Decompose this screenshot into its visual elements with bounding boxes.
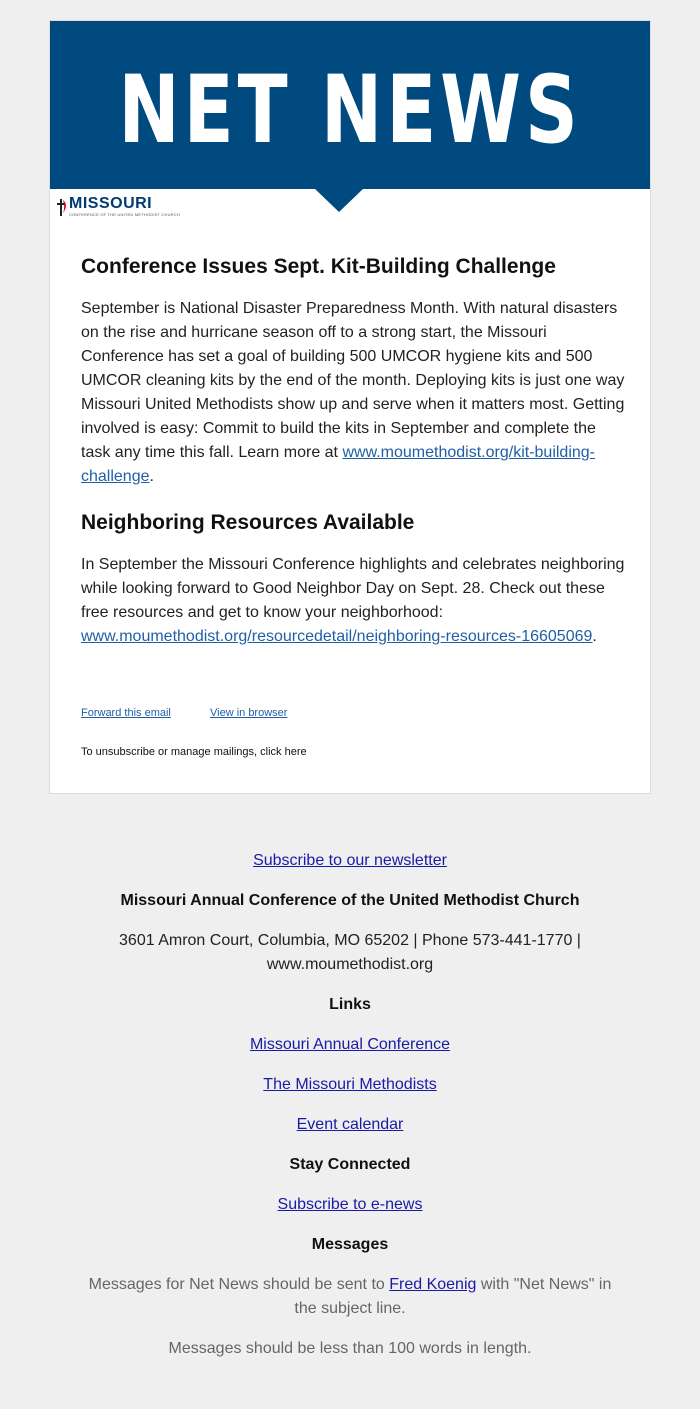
cross-flame-icon [56, 197, 68, 217]
footer-messages-length-note: Messages should be less than 100 words in length. [168, 1340, 532, 1357]
footer-website: www.moumethodist.org [266, 956, 434, 973]
footer-messages-text: Messages for Net News should be sent to Fred Koenig with "Net News" in [88, 1276, 612, 1293]
logo-wordmark: MISSOURI [69, 195, 153, 212]
footer-link-row-enews [50, 1193, 650, 1217]
event-calendar-link[interactable]: Event calendar [296, 1116, 404, 1133]
neighboring-resources-link[interactable]: www.moumethodist.org/resourcedetail/neighboring-resources-16605069 [81, 628, 593, 645]
footer-link-row-conference [50, 1033, 650, 1057]
footer-links-heading: Links [329, 996, 371, 1013]
footer-org-name: Missouri Annual Conference of the United Methodist Church [120, 892, 580, 909]
footer-messages-text-line2: the subject line. [294, 1300, 406, 1317]
missouri-methodists-link[interactable]: The Missouri Methodists [263, 1076, 437, 1093]
fred-koenig-contact-link[interactable]: Fred Koenig [389, 1276, 477, 1293]
header-banner [50, 21, 650, 189]
article-body-neighboring: In September the Missouri Conference highlights and celebrates neighboring while looking forward to Good Neighbor Day on Sept. 28. Check out these free resources and get to know your neighborhood: www.moumethodist.org/resourcedetail/neighboring-resources-16605069. [81, 556, 625, 645]
footer-link-row-methodists [50, 1073, 650, 1097]
article-title-neighboring: Neighboring Resources Available [81, 511, 415, 534]
article-title-kit-challenge: Conference Issues Sept. Kit-Building Challenge [81, 255, 556, 278]
footer-subscribe-row [50, 849, 650, 873]
logo-subtitle: CONFERENCE OF THE UNITED METHODIST CHURCH [69, 212, 180, 217]
view-in-browser-link[interactable]: View in browser [210, 707, 288, 719]
missouri-conference-logo [56, 195, 180, 219]
footer-messages-heading: Messages [311, 1236, 389, 1253]
subscribe-enews-link[interactable]: Subscribe to e-news [277, 1196, 423, 1213]
footer-stay-connected-heading: Stay Connected [289, 1156, 411, 1173]
banner-notch [314, 188, 364, 212]
newsletter-card [49, 20, 651, 794]
subscribe-newsletter-link[interactable]: Subscribe to our newsletter [253, 852, 447, 869]
article-body-kit-challenge: September is National Disaster Preparedness Month. With natural disasters on the rise and hurricane season off to a strong start, the Missouri Conference has set a goal of building 500 UMCOR hygiene kits and 500 UMCOR cleaning kits by the end of the month. Deploying kits is just one way Missouri United Methodists show up and serve when it matters most. Getting involved is easy: Commit to build the kits in September and complete the task any time this fall. Learn more at www.moumethodist.org/kit-building-challenge. [81, 300, 625, 485]
missouri-annual-conference-link[interactable]: Missouri Annual Conference [249, 1036, 451, 1053]
forward-email-link[interactable]: Forward this email [81, 707, 171, 719]
unsubscribe-link[interactable]: To unsubscribe or manage mailings, click here [81, 746, 307, 758]
banner-title: NET NEWS [118, 56, 582, 165]
kit-challenge-link[interactable]: www.moumethodist.org/kit-building-challenge [81, 444, 595, 485]
footer-link-row-calendar [50, 1113, 650, 1137]
footer-address: 3601 Amron Court, Columbia, MO 65202 | Phone 573-441-1770 | [119, 932, 581, 949]
